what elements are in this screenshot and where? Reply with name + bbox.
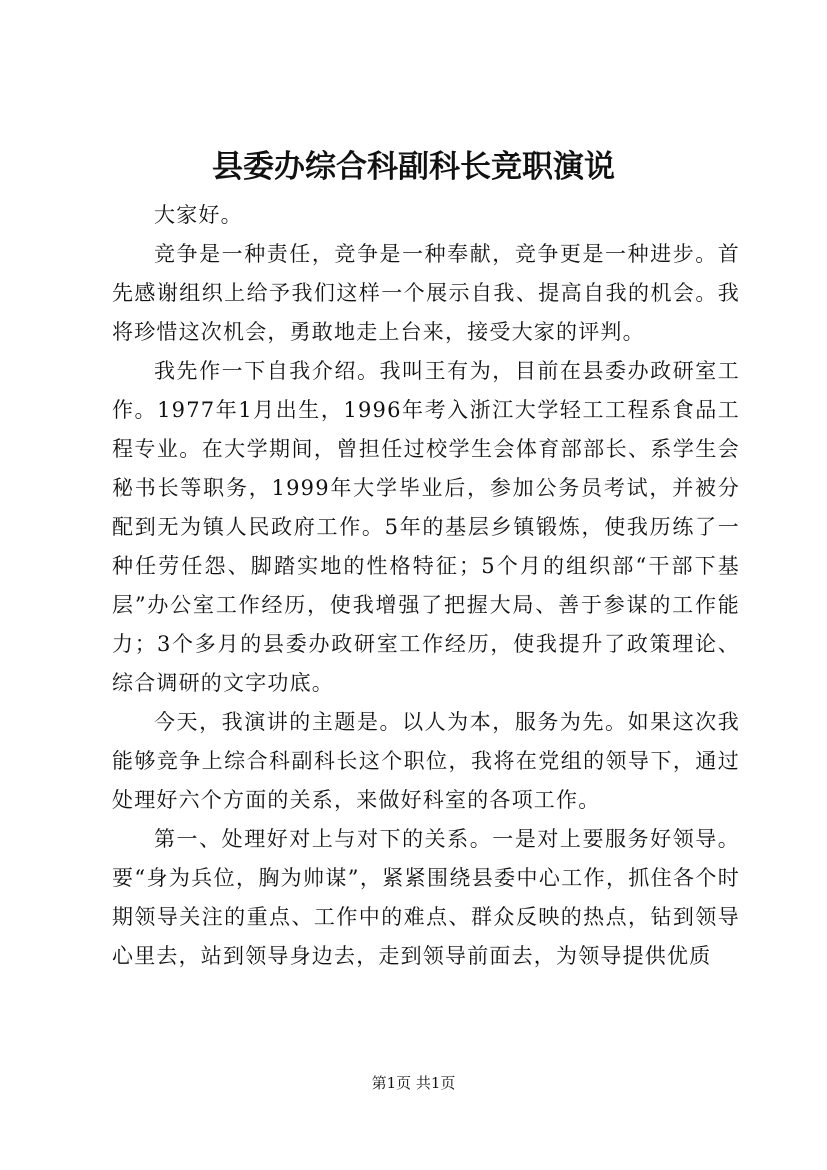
- page-footer: 第1页 共1页: [371, 1074, 456, 1092]
- paragraph-first-relationship: 第一、处理好对上与对下的关系。一是对上要服务好领导。要“身为兵位，胸为帅谋”，紧紧围绕县委中心工作，抓住各个时期领导关注的重点、工作中的难点、群众反映的热点，钻到领导心里去，站到领导身边去，走到领导前面去，为领导提供优质: [112, 827, 740, 968]
- paragraph-intro: 竞争是一种责任，竞争是一种奉献，竞争更是一种进步。首先感谢组织上给予我们这样一个展示自我、提高自我的机会。我将珍惜这次机会，勇敢地走上台来，接受大家的评判。: [112, 242, 740, 344]
- paragraph-self-introduction: 我先作一下自我介绍。我叫王有为，目前在县委办政研室工作。1977年1月出生，1996年考入浙江大学轻工工程系食品工程专业。在大学期间，曾担任过校学生会体育部部长、系学生会秘书长等职务，1999年大学毕业后，参加公务员考试，并被分配到无为镇人民政府工作。5年的基层乡镇锻炼，使我历练了一种任劳任怨、脚踏实地的性格特征；5个月的组织部“干部下基层”办公室工作经历，使我增强了把握大局、善于参谋的工作能力；3个多月的县委办政研室工作经历，使我提升了政策理论、综合调研的文字功底。: [112, 359, 740, 695]
- document-title: 县委办综合科副科长竞职演说: [212, 149, 615, 185]
- paragraph-theme: 今天，我演讲的主题是。以人为本，服务为先。如果这次我能够竞争上综合科副科长这个职位，我将在党组的领导下，通过处理好六个方面的关系，来做好科室的各项工作。: [112, 710, 740, 812]
- paragraph-greeting: 大家好。: [154, 203, 243, 227]
- document-body: [112, 196, 740, 976]
